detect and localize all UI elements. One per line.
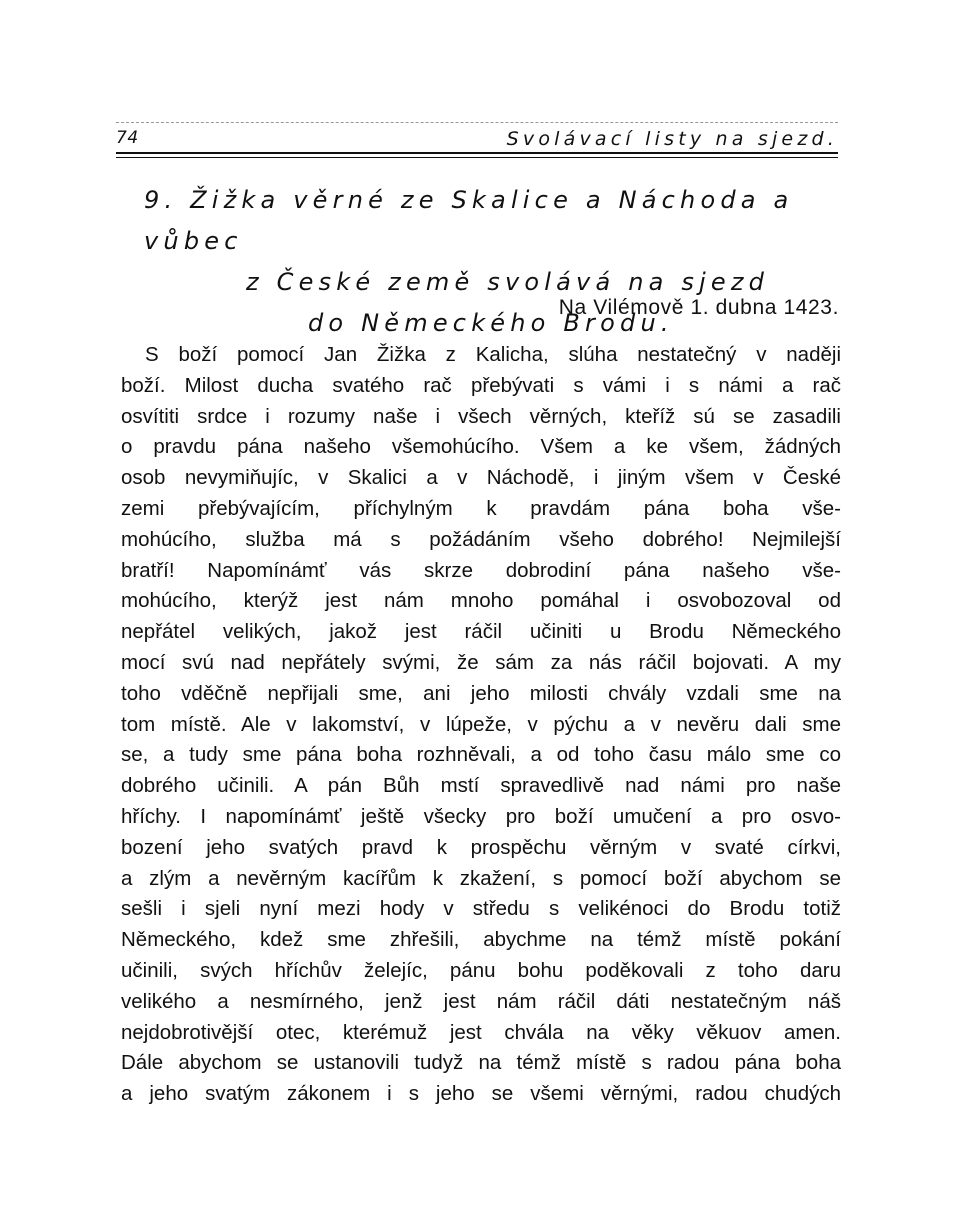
body-line: nepřátel velikých, jakož jest ráčil učiniti u Brodu Německého [121, 620, 841, 644]
body-line: mohúcího, služba má s požádáním všeho dobrého! Nejmilejší [121, 527, 841, 551]
body-line: S boží pomocí Jan Žižka z Kalicha, slúha nestatečný v naději [145, 343, 841, 366]
body-line: mohúcího, kterýž jest nám mnoho pomáhal i osvobozoval od [121, 589, 841, 613]
body-line: tom místě. Ale v lakomství, v lúpeže, v pýchu a v nevěru dali sme [121, 712, 841, 736]
body-line: dobrého učinili. A pán Bůh mstí spravedlivě nad námi pro naše [121, 774, 841, 798]
body-line: toho vděčně nepřijali sme, ani jeho milosti chvály vzdali sme na [121, 681, 841, 705]
body-line: Dále abychom se ustanovili tudyž na témž místě s radou pána boha [121, 1051, 841, 1075]
heading-line-1: 9. Žižka věrné ze Skalice a Náchoda a vůbec [144, 186, 794, 255]
heading-line-2: z České země svolává na sjezd [246, 268, 770, 296]
dateline: Na Vilémově 1. dubna 1423. [558, 296, 839, 319]
page-header [116, 122, 838, 154]
body-line: nejdobrotivější otec, kterémuž jest chvála na věky věkuov amen. [121, 1020, 841, 1044]
body-line: bození jeho svatých pravd k prospěchu věrným v svaté církvi, [121, 835, 841, 859]
body-line: osob nevymiňujíc, v Skalici a v Náchodě, i jiným všem v České [121, 466, 841, 490]
body-line: osvítiti srdce i rozumy naše i všech věrných, kteříž sú se zasadili [121, 404, 841, 428]
body-line: zemi přebývajícím, příchylným k pravdám pána boha vše- [121, 496, 841, 520]
page-number: 74 [116, 128, 139, 148]
body-text [121, 340, 841, 1110]
body-line: velikého a nesmírného, jenž jest nám ráčil dáti nestatečným náš [121, 989, 841, 1013]
body-line: hříchy. I napomínámť ještě všecky pro boží umučení a pro osvo- [121, 804, 841, 828]
body-line: se, a tudy sme pána boha rozhněvali, a od toho času málo sme co [121, 743, 841, 767]
body-line: bratří! Napomínámť vás skrze dobrodiní pána našeho vše- [121, 558, 841, 582]
body-line: Německého, kdež sme zhřešili, abychme na témž místě pokání [121, 928, 841, 952]
body-line: a zlým a nevěrným kacířům k zkažení, s pomocí boží abychom se [121, 866, 841, 890]
header-rule-thick [116, 152, 838, 154]
header-rule-thin [116, 157, 838, 158]
running-title: Svolávací listy na sjezd. [506, 128, 838, 150]
heading-line-3: do Německého Brodu. [308, 309, 674, 337]
body-line: sešli i sjeli nyní mezi hody v středu s velikénoci do Brodu totiž [121, 897, 841, 921]
body-line: učinili, svých hříchův želejíc, pánu bohu poděkovali z toho daru [121, 958, 841, 982]
body-line: boží. Milost ducha svatého rač přebývati s vámi i s námi a rač [121, 373, 841, 397]
body-line: o pravdu pána našeho všemohúcího. Všem a ke všem, žádných [121, 435, 841, 459]
body-line: a jeho svatým zákonem i s jeho se všemi věrnými, radou chudých [121, 1082, 841, 1106]
body-line: mocí svú nad nepřátely svými, že sám za nás ráčil bojovati. A my [121, 650, 841, 674]
header-top-rule [116, 122, 838, 123]
